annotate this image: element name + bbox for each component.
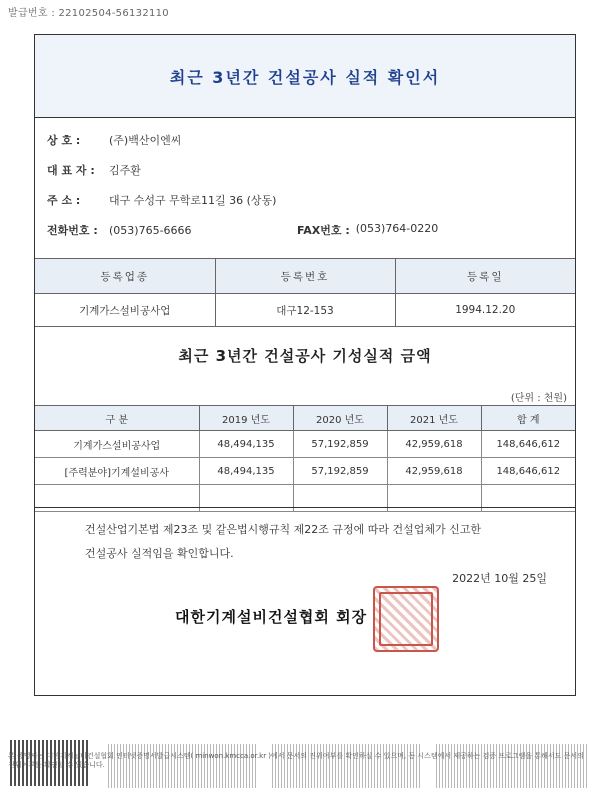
statement-line-2: 건설공사 실적임을 확인합니다. [85, 547, 234, 560]
perf-total: 148,646,612 [481, 431, 575, 458]
official-seal [373, 586, 439, 652]
table-row [35, 458, 575, 485]
address-row [47, 192, 276, 208]
company-name-label: 상 호 : [47, 134, 81, 147]
footer-notice: 본 증명서는 대한기계설비건설협회 인터넷증명서발급시스템( minwon.kmcca.or.kr )에서 문서의 진위여부를 확인하실 수 있으며, 동 시스템에서 제공하는 검증 프로그램을 통해서도 문서의 진위여부를 확인할 수 있습니다. [8, 752, 584, 769]
address: 대구 수성구 무학로11길 36 (상동) [109, 194, 277, 207]
perf-total: 148,646,612 [481, 458, 575, 485]
registration-row [35, 294, 575, 327]
table-row [35, 431, 575, 458]
ceo-row [47, 162, 141, 178]
perf-2019: 48,494,135 [199, 458, 293, 485]
registration-header-row [35, 259, 575, 294]
phone: (053)765-6666 [109, 223, 192, 237]
phone-row [47, 222, 192, 238]
ceo-label: 대 표 자 : [47, 164, 95, 177]
registration-table [35, 258, 575, 327]
unit-label: (단위 : 천원) [510, 393, 567, 404]
perf-2021: 42,959,618 [387, 458, 481, 485]
perf-header-2021: 2021 년도 [387, 406, 481, 431]
perf-2020: 57,192,859 [293, 458, 387, 485]
issuer-name: 대한기계설비건설협회 회장 [175, 608, 368, 626]
perf-header-2019: 2019 년도 [199, 406, 293, 431]
perf-category: [주력분야]기계설비공사 [35, 458, 199, 485]
perf-header-2020: 2020 년도 [293, 406, 387, 431]
phone-label: 전화번호 : [47, 224, 98, 237]
reg-date: 1994.12.20 [395, 294, 575, 327]
perf-2021: 42,959,618 [387, 431, 481, 458]
issue-date: 2022년 10월 25일 [452, 572, 547, 585]
statement-section [35, 507, 575, 695]
reg-header-type: 등록업종 [35, 259, 215, 294]
fax-row [297, 222, 438, 238]
reg-number: 대구12-153 [215, 294, 395, 327]
perf-header-total: 합 계 [481, 406, 575, 431]
company-name: (주)백산이엔씨 [109, 134, 182, 147]
fax-label: FAX번호 : [297, 224, 350, 237]
document-title: 최근 3년간 건설공사 실적 확인서 [169, 67, 441, 87]
issue-number: 발급번호 : 22102504-56132110 [8, 8, 169, 19]
perf-header-category: 구 분 [35, 406, 199, 431]
title-box [35, 35, 575, 118]
address-label: 주 소 : [47, 194, 81, 207]
performance-header-row [35, 406, 575, 431]
reg-header-number: 등록번호 [215, 259, 395, 294]
certificate [34, 34, 576, 696]
company-info [35, 118, 575, 258]
statement-line-1: 건설산업기본법 제23조 및 같은법시행규칙 제22조 규정에 따라 건설업체가 신고한 [85, 523, 481, 536]
reg-header-date: 등록일 [395, 259, 575, 294]
fax: (053)764-0220 [355, 222, 439, 235]
perf-2019: 48,494,135 [199, 431, 293, 458]
statement-text [85, 518, 555, 566]
performance-table [35, 405, 575, 512]
perf-category: 기계가스설비공사업 [35, 431, 199, 458]
reg-type: 기계가스설비공사업 [35, 294, 215, 327]
seal-inner-border [379, 592, 433, 646]
perf-2020: 57,192,859 [293, 431, 387, 458]
company-name-row [47, 132, 181, 148]
ceo-name: 김주환 [109, 164, 141, 177]
performance-title: 최근 3년간 건설공사 기성실적 금액 [178, 347, 432, 365]
